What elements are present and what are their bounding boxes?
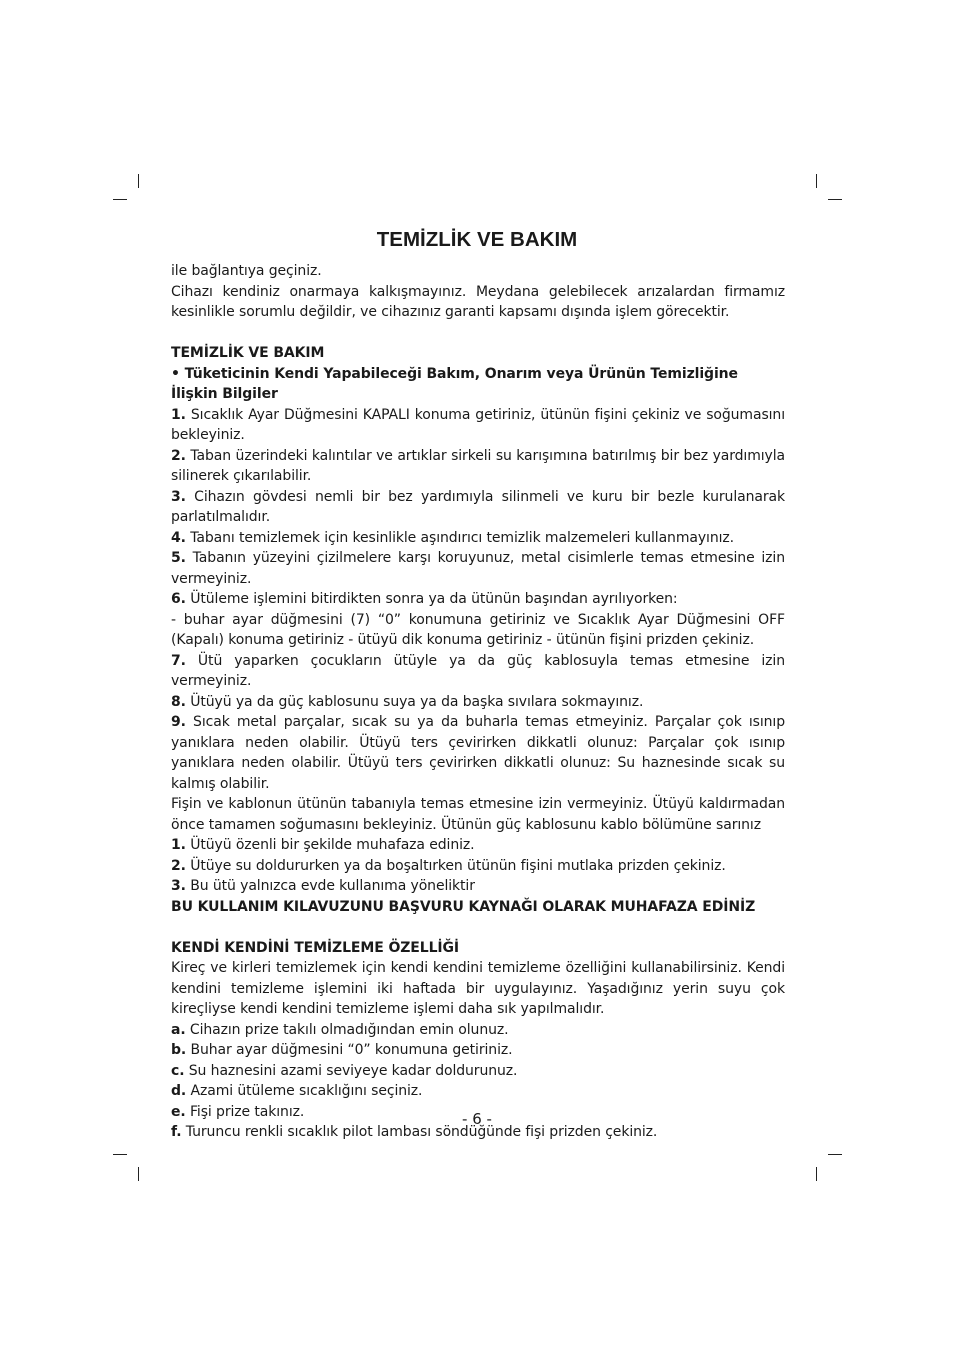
cable-note: Fişin ve kablonun ütünün tabanıyla temas etmesine izin vermeyiniz. Ütüyü kaldırmadan önce tamamen soğumasını bekleyiniz. Ütünün güç kablosunu kablo bölümüne sarınız (171, 796, 785, 833)
list-item (171, 692, 785, 713)
step-letter: e. (171, 1103, 186, 1120)
list-item (171, 589, 785, 610)
item-text: Cihazın gövdesi nemli bir bez yardımıyla silinmeli ve kuru bir bezle kurulanarak parlatılmalıdır. (171, 488, 785, 525)
item-text: Ütüye su doldururken ya da boşaltırken ütünün fişini mutlaka prizden çekiniz. (185, 857, 726, 874)
crop-mark-top-right-v (816, 174, 817, 188)
list-item (171, 712, 785, 794)
step-letter: b. (171, 1042, 187, 1058)
item-text: Bu ütü yalnızca evde kullanıma yöneliktir (185, 878, 475, 894)
item-number: 1. (171, 406, 186, 423)
step-item (171, 1040, 785, 1061)
list-item (171, 446, 785, 487)
item-text: Tabanı temizlemek için kesinlikle aşındırıcı temizlik malzemeleri kullanmayınız. (185, 529, 734, 546)
step-text: Fişi prize takınız. (185, 1103, 305, 1120)
crop-mark-top-right-h (828, 199, 842, 200)
step-text: Su haznesini azami seviyeye kadar doldurunuz. (184, 1062, 518, 1079)
item-text: Ütü yaparken çocukların ütüyle ya da güç kablosuyla temas etmesine izin vermeyiniz. (171, 652, 785, 689)
item-number: 7. (171, 652, 186, 669)
item-number: 9. (171, 714, 186, 730)
step-text: Turuncu renkli sıcaklık pilot lambası söndüğünde fişi prizden çekiniz. (181, 1124, 658, 1140)
item-number: 6. (171, 591, 186, 607)
intro-paragraph: Cihazı kendiniz onarmaya kalkışmayınız. Meydana gelebilecek arızalardan firmamız kesinlikle sorumlu değildir, ve cihazınız garanti kapsamı dışında işlem görecektir. (171, 283, 785, 320)
item-number: 5. (171, 550, 186, 566)
keep-manual-notice: BU KULLANIM KILAVUZUNU BAŞVURU KAYNAĞI OLARAK MUHAFAZA EDİNİZ (171, 898, 756, 915)
step-item (171, 1081, 785, 1102)
crop-mark-top-left-v (138, 174, 139, 188)
crop-mark-bottom-right-h (828, 1154, 842, 1155)
step-letter: c. (171, 1062, 185, 1079)
self-clean-paragraph: Kireç ve kirleri temizlemek için kendi kendini temizleme özelliğini kullanabilirsiniz. Kendi kendini temizleme işlemini iki haftada bir uygulayınız. Yaşadığınız yerin suyu çok kireçliyse kendi kendini temizleme işlemi daha sık yapılmalıdır. (171, 960, 785, 1017)
list-item (171, 487, 785, 528)
step-item (171, 1020, 785, 1041)
list-item (171, 856, 785, 877)
item-number: 1. (171, 837, 186, 853)
page-title: TEMİZLİK VE BAKIM (376, 228, 578, 251)
list-item (171, 651, 785, 692)
section-subheading: • Tüketicinin Kendi Yapabileceği Bakım, Onarım veya Ürünün Temizliğine İlişkin Bilgiler (171, 365, 738, 402)
step-text: Cihazın prize takılı olmadığından emin olunuz. (185, 1021, 509, 1038)
item-number: 4. (171, 529, 186, 546)
list-item (171, 405, 785, 446)
step-letter: f. (171, 1124, 182, 1140)
item-text: Ütüyü ya da güç kablosunu suya ya da başka sıvılara sokmayınız. (185, 693, 644, 710)
crop-mark-bottom-left-v (138, 1167, 139, 1181)
list-item (171, 528, 785, 549)
section-heading-self-clean: KENDİ KENDİNİ TEMİZLEME ÖZELLİĞİ (171, 939, 460, 956)
document-body (171, 261, 785, 1143)
item-text: Taban üzerindeki kalıntılar ve artıklar sirkeli su karışımına batırılmış bir bez yardımıyla silinerek çıkarılabilir. (171, 447, 785, 484)
item-number: 3. (171, 488, 186, 505)
list-item (171, 876, 785, 897)
crop-mark-top-left-h (113, 199, 127, 200)
item-text: Tabanın yüzeyini çizilmelere karşı koruyunuz, metal cisimlerle temas etmesine izin vermeyiniz. (171, 550, 785, 587)
list-item (171, 835, 785, 856)
item-number: 3. (171, 878, 186, 894)
item6-detail: - buhar ayar düğmesini (7) “0” konumuna getiriniz ve Sıcaklık Ayar Düğmesini OFF (Kapalı) konuma getiriniz - ütüyü dik konuma getiriniz - ütünün fişini prizden çekiniz. (171, 611, 785, 648)
list-item (171, 548, 785, 589)
item-text: Sıcaklık Ayar Düğmesini KAPALI konuma getiriniz, ütünün fişini çekiniz ve soğumasını bekleyiniz. (171, 406, 785, 443)
step-letter: d. (171, 1083, 187, 1099)
page-number: - 6 - (462, 1110, 492, 1128)
item-text: Ütüyü özenli bir şekilde muhafaza ediniz. (185, 837, 475, 853)
crop-mark-bottom-left-h (113, 1154, 127, 1155)
step-text: Azami ütüleme sıcaklığını seçiniz. (186, 1083, 423, 1099)
item-text: Ütüleme işlemini bitirdikten sonra ya da ütünün başından ayrılıyorken: (185, 591, 678, 607)
step-text: Buhar ayar düğmesini “0” konumuna getiriniz. (186, 1042, 513, 1058)
step-letter: a. (171, 1021, 186, 1038)
step-item (171, 1061, 785, 1082)
item-number: 8. (171, 693, 186, 710)
item-number: 2. (171, 447, 186, 464)
item-text: Sıcak metal parçalar, sıcak su ya da buharla temas etmeyiniz. Parçalar çok ısınıp yanıklara neden olabilir. Ütüyü ters çevirirken dikkatli olunuz: Parçalar çok ısınıp yanıklara neden olabilir. Ütüyü ters çevirirken dikkatli olunuz: Su haznesinde sıcak su kalmış olabilir. (171, 714, 785, 792)
crop-mark-bottom-right-v (816, 1167, 817, 1181)
section-heading-cleaning: TEMİZLİK VE BAKIM (171, 345, 325, 361)
intro-line: ile bağlantıya geçiniz. (171, 263, 322, 279)
item-number: 2. (171, 857, 186, 874)
